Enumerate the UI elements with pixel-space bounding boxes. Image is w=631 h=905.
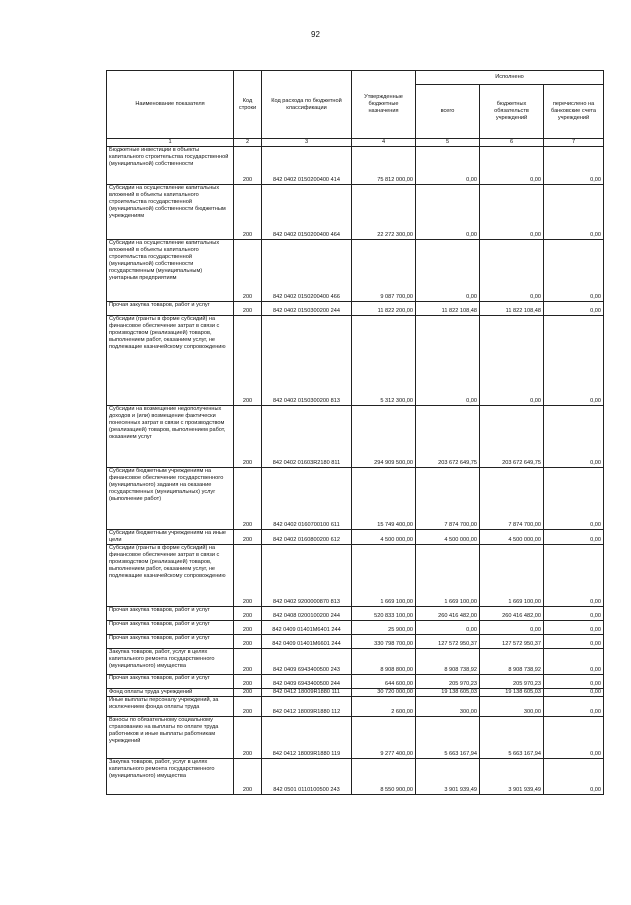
row-approved: 22 272 300,00 — [352, 185, 416, 240]
row-budget-code: 842 0409 6943400500 244 — [262, 675, 352, 689]
header-total: всего — [416, 85, 480, 139]
row-approved: 1 669 100,00 — [352, 545, 416, 607]
header-budget-code: Код расхода по бюджетной классификации — [262, 71, 352, 139]
row-executed-total: 1 669 100,00 — [416, 545, 480, 607]
row-name: Субсидии на осуществление капитальных вложений в объекты капитального строительства государственной (муниципальной) собственности бюджетным учреждениям — [107, 185, 234, 240]
column-number-row — [107, 139, 604, 147]
table-row — [107, 607, 604, 621]
row-budget-code: 842 0409 6943400500 243 — [262, 649, 352, 675]
table-row — [107, 635, 604, 649]
row-line-code: 200 — [234, 147, 262, 185]
row-name: Субсидии бюджетным учреждениям на иные цели — [107, 530, 234, 545]
row-name: Субсидии на возмещение недополученных доходов и (или) возмещение фактически понесенных затрат в связи с производством (реализацией) товаров, выполнением работ, оказанием услуг — [107, 406, 234, 468]
row-approved: 4 500 000,00 — [352, 530, 416, 545]
row-executed-total: 11 822 108,48 — [416, 302, 480, 316]
row-executed-institutions: 8 908 738,92 — [480, 649, 544, 675]
row-budget-code: 842 0402 01603R2180 811 — [262, 406, 352, 468]
row-executed-institutions: 0,00 — [480, 621, 544, 635]
row-line-code: 200 — [234, 406, 262, 468]
column-number: 3 — [262, 139, 352, 147]
row-executed-institutions: 0,00 — [480, 240, 544, 302]
row-executed-institutions: 0,00 — [480, 185, 544, 240]
row-budget-code: 842 0402 0160700100 611 — [262, 468, 352, 530]
row-transferred: 0,00 — [544, 635, 604, 649]
column-number: 6 — [480, 139, 544, 147]
row-executed-total: 5 663 167,94 — [416, 717, 480, 759]
column-number: 1 — [107, 139, 234, 147]
row-name: Прочая закупка товаров, работ и услуг — [107, 607, 234, 621]
row-name: Прочая закупка товаров, работ и услуг — [107, 302, 234, 316]
row-transferred: 0,00 — [544, 147, 604, 185]
row-executed-institutions: 19 138 605,03 — [480, 689, 544, 697]
table-row — [107, 316, 604, 406]
row-transferred: 0,00 — [544, 717, 604, 759]
row-transferred: 0,00 — [544, 185, 604, 240]
row-executed-total: 7 874 700,00 — [416, 468, 480, 530]
row-line-code: 200 — [234, 717, 262, 759]
table-row — [107, 185, 604, 240]
row-name: Прочая закупка товаров, работ и услуг — [107, 621, 234, 635]
table-row — [107, 675, 604, 689]
table-row — [107, 621, 604, 635]
row-line-code: 200 — [234, 759, 262, 795]
row-name: Бюджетные инвестиции в объекты капитального строительства государственной (муниципальной) собственности — [107, 147, 234, 185]
row-transferred: 0,00 — [544, 530, 604, 545]
row-executed-total: 127 572 950,37 — [416, 635, 480, 649]
row-approved: 330 798 700,00 — [352, 635, 416, 649]
row-executed-institutions: 127 572 950,37 — [480, 635, 544, 649]
table-row — [107, 689, 604, 697]
row-approved: 75 812 000,00 — [352, 147, 416, 185]
row-transferred: 0,00 — [544, 621, 604, 635]
page-number: 92 — [311, 30, 320, 39]
row-name: Иные выплаты персоналу учреждений, за исключением фонда оплаты труда — [107, 697, 234, 717]
table-row — [107, 468, 604, 530]
row-line-code: 200 — [234, 607, 262, 621]
row-line-code: 200 — [234, 468, 262, 530]
column-number: 2 — [234, 139, 262, 147]
table-row — [107, 240, 604, 302]
row-executed-institutions: 205 970,23 — [480, 675, 544, 689]
row-approved: 11 822 200,00 — [352, 302, 416, 316]
row-approved: 8 908 800,00 — [352, 649, 416, 675]
row-transferred: 0,00 — [544, 649, 604, 675]
row-approved: 294 909 500,00 — [352, 406, 416, 468]
row-executed-total: 3 901 939,49 — [416, 759, 480, 795]
row-budget-code: 842 0402 0150300200 244 — [262, 302, 352, 316]
row-executed-institutions: 4 500 000,00 — [480, 530, 544, 545]
row-transferred: 0,00 — [544, 607, 604, 621]
row-executed-institutions: 7 874 700,00 — [480, 468, 544, 530]
table-body — [107, 147, 604, 795]
row-executed-institutions: 3 901 939,49 — [480, 759, 544, 795]
row-budget-code: 842 0408 0200100200 244 — [262, 607, 352, 621]
column-number: 5 — [416, 139, 480, 147]
row-executed-institutions: 203 672 649,75 — [480, 406, 544, 468]
row-approved: 25 900,00 — [352, 621, 416, 635]
row-budget-code: 842 0402 0150200400 414 — [262, 147, 352, 185]
row-name: Закупка товаров, работ, услуг в целях капитального ремонта государственного (муниципального) имущества — [107, 759, 234, 795]
header-executed: Исполнено — [416, 71, 604, 85]
row-budget-code: 842 0412 18009R1880 112 — [262, 697, 352, 717]
row-transferred: 0,00 — [544, 316, 604, 406]
row-executed-total: 0,00 — [416, 240, 480, 302]
budget-execution-table — [106, 70, 604, 795]
row-line-code: 200 — [234, 530, 262, 545]
row-approved: 644 600,00 — [352, 675, 416, 689]
table-row — [107, 530, 604, 545]
row-budget-code: 842 0409 01401M6601 244 — [262, 635, 352, 649]
row-executed-total: 205 970,23 — [416, 675, 480, 689]
row-approved: 30 720 000,00 — [352, 689, 416, 697]
row-approved: 8 550 900,00 — [352, 759, 416, 795]
row-name: Субсидии бюджетным учреждениям на финансовое обеспечение государственного (муниципального) задания на оказание государственных (муниципальных) услуг (выполнение работ) — [107, 468, 234, 530]
header-transferred: перечислено на банковские счета учреждений — [544, 85, 604, 139]
row-budget-code: 842 0402 9200000870 813 — [262, 545, 352, 607]
row-line-code: 200 — [234, 689, 262, 697]
row-transferred: 0,00 — [544, 406, 604, 468]
row-name: Фонд оплаты труда учреждений — [107, 689, 234, 697]
row-budget-code: 842 0402 0150300200 813 — [262, 316, 352, 406]
table-row — [107, 759, 604, 795]
header-name: Наименование показателя — [107, 71, 234, 139]
row-budget-code: 842 0409 01401M6401 244 — [262, 621, 352, 635]
row-budget-code: 842 0402 0150200400 464 — [262, 185, 352, 240]
row-executed-institutions: 5 663 167,94 — [480, 717, 544, 759]
column-number: 4 — [352, 139, 416, 147]
row-name: Взносы по обязательному социальному страхованию на выплаты по оплате труда работников и иные выплаты работникам учреждений — [107, 717, 234, 759]
row-line-code: 200 — [234, 697, 262, 717]
row-executed-total: 203 672 649,75 — [416, 406, 480, 468]
row-transferred: 0,00 — [544, 697, 604, 717]
row-line-code: 200 — [234, 302, 262, 316]
row-transferred: 0,00 — [544, 240, 604, 302]
column-number: 7 — [544, 139, 604, 147]
row-executed-total: 19 138 605,03 — [416, 689, 480, 697]
row-line-code: 200 — [234, 635, 262, 649]
row-executed-total: 0,00 — [416, 185, 480, 240]
row-approved: 15 749 400,00 — [352, 468, 416, 530]
row-line-code: 200 — [234, 649, 262, 675]
row-budget-code: 842 0402 0150200400 466 — [262, 240, 352, 302]
row-approved: 5 312 300,00 — [352, 316, 416, 406]
table-row — [107, 717, 604, 759]
row-executed-total: 8 908 738,92 — [416, 649, 480, 675]
row-executed-total: 260 416 482,00 — [416, 607, 480, 621]
table-row — [107, 697, 604, 717]
row-approved: 2 600,00 — [352, 697, 416, 717]
row-executed-institutions: 260 416 482,00 — [480, 607, 544, 621]
row-transferred: 0,00 — [544, 675, 604, 689]
header-approved: Утвержденные бюджетные назначения — [352, 71, 416, 139]
row-line-code: 200 — [234, 675, 262, 689]
row-name: Субсидии (гранты в форме субсидий) на финансовое обеспечение затрат в связи с производством (реализацией) товаров, выполнением работ, оказанием услуг, не подлежащие казначейскому сопровождению — [107, 316, 234, 406]
row-approved: 9 277 400,00 — [352, 717, 416, 759]
row-line-code: 200 — [234, 545, 262, 607]
row-transferred: 0,00 — [544, 468, 604, 530]
row-approved: 9 087 700,00 — [352, 240, 416, 302]
row-executed-total: 4 500 000,00 — [416, 530, 480, 545]
row-budget-code: 842 0412 18009R1880 111 — [262, 689, 352, 697]
row-name: Прочая закупка товаров, работ и услуг — [107, 675, 234, 689]
header-institutions: бюджетных обязательств учреждений — [480, 85, 544, 139]
table-row — [107, 147, 604, 185]
row-transferred: 0,00 — [544, 545, 604, 607]
row-executed-institutions: 1 669 100,00 — [480, 545, 544, 607]
row-executed-total: 0,00 — [416, 316, 480, 406]
table-row — [107, 649, 604, 675]
row-executed-institutions: 0,00 — [480, 147, 544, 185]
row-line-code: 200 — [234, 621, 262, 635]
row-executed-institutions: 0,00 — [480, 316, 544, 406]
row-executed-total: 0,00 — [416, 621, 480, 635]
row-name: Субсидии (гранты в форме субсидий) на финансовое обеспечение затрат в связи с производством (реализацией) товаров, выполнением работ, оказанием услуг, не подлежащие казначейскому сопровождению — [107, 545, 234, 607]
table-row — [107, 406, 604, 468]
row-budget-code: 842 0402 0160800200 612 — [262, 530, 352, 545]
table-row — [107, 302, 604, 316]
table-row — [107, 545, 604, 607]
row-budget-code: 842 0501 0110100500 243 — [262, 759, 352, 795]
row-approved: 520 833 100,00 — [352, 607, 416, 621]
row-name: Закупка товаров, работ, услуг в целях капитального ремонта государственного (муниципального) имущества — [107, 649, 234, 675]
row-line-code: 200 — [234, 185, 262, 240]
row-budget-code: 842 0412 18009R1880 119 — [262, 717, 352, 759]
header-line-code: Код строки — [234, 71, 262, 139]
row-transferred: 0,00 — [544, 759, 604, 795]
row-transferred: 0,00 — [544, 302, 604, 316]
row-transferred: 0,00 — [544, 689, 604, 697]
row-executed-institutions: 300,00 — [480, 697, 544, 717]
row-name: Прочая закупка товаров, работ и услуг — [107, 635, 234, 649]
row-line-code: 200 — [234, 240, 262, 302]
row-line-code: 200 — [234, 316, 262, 406]
row-executed-total: 0,00 — [416, 147, 480, 185]
row-executed-total: 300,00 — [416, 697, 480, 717]
row-executed-institutions: 11 822 108,48 — [480, 302, 544, 316]
row-name: Субсидии на осуществление капитальных вложений в объекты капитального строительства государственной (муниципальной) собственности государственным (муниципальным) унитарным предприятиям — [107, 240, 234, 302]
